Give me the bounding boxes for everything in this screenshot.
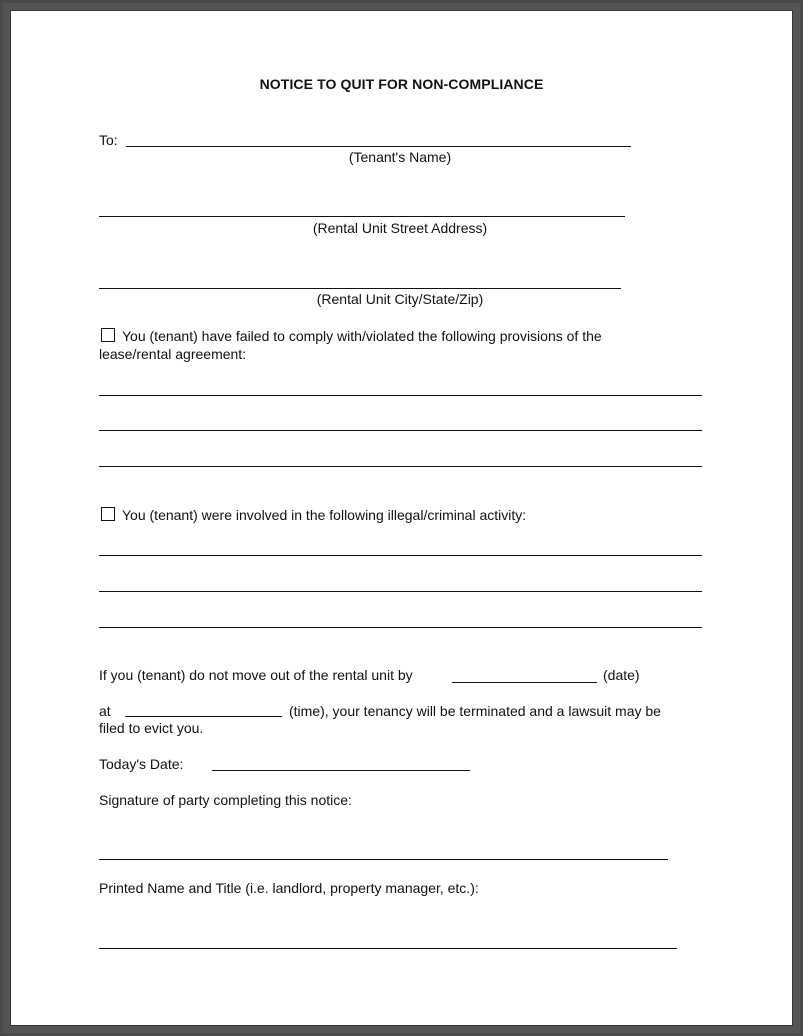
signature-label: Signature of party completing this notice: <box>99 792 352 808</box>
at-label: at <box>99 703 111 719</box>
time-text: (time), your tenancy will be terminated and a lawsuit may be <box>289 703 661 719</box>
violation-text-line2: lease/rental agreement: <box>99 346 247 362</box>
city-state-zip-field[interactable] <box>99 288 621 289</box>
moveout-text: If you (tenant) do not move out of the rental unit by <box>99 667 413 683</box>
criminal-activity-text: You (tenant) were involved in the following illegal/criminal activity: <box>122 507 527 523</box>
date-suffix: (date) <box>603 667 640 683</box>
evict-text: filed to evict you. <box>99 720 204 736</box>
violation-text-line1: You (tenant) have failed to comply with/violated the following provisions of the <box>122 328 602 344</box>
time-field[interactable] <box>125 716 282 717</box>
criminal-line-2[interactable] <box>99 591 702 592</box>
printed-name-field[interactable] <box>99 948 677 949</box>
street-address-field[interactable] <box>99 216 625 217</box>
violation-line-3[interactable] <box>99 466 702 467</box>
street-address-caption: (Rental Unit Street Address) <box>312 220 488 236</box>
tenant-name-caption: (Tenant's Name) <box>348 149 452 165</box>
document-title: NOTICE TO QUIT FOR NON-COMPLIANCE <box>259 76 544 92</box>
todays-date-field[interactable] <box>212 770 470 771</box>
city-state-zip-caption: (Rental Unit City/State/Zip) <box>316 291 484 307</box>
criminal-line-3[interactable] <box>99 627 702 628</box>
todays-date-label: Today's Date: <box>99 756 184 772</box>
printed-name-label: Printed Name and Title (i.e. landlord, property manager, etc.): <box>99 880 479 896</box>
violation-checkbox[interactable] <box>101 328 115 342</box>
violation-line-2[interactable] <box>99 430 702 431</box>
violation-line-1[interactable] <box>99 395 702 396</box>
moveout-date-field[interactable] <box>452 682 597 683</box>
criminal-activity-checkbox[interactable] <box>101 507 115 521</box>
signature-field[interactable] <box>99 859 668 860</box>
to-label: To: <box>99 132 118 148</box>
criminal-line-1[interactable] <box>99 555 702 556</box>
tenant-name-field[interactable] <box>126 146 631 147</box>
